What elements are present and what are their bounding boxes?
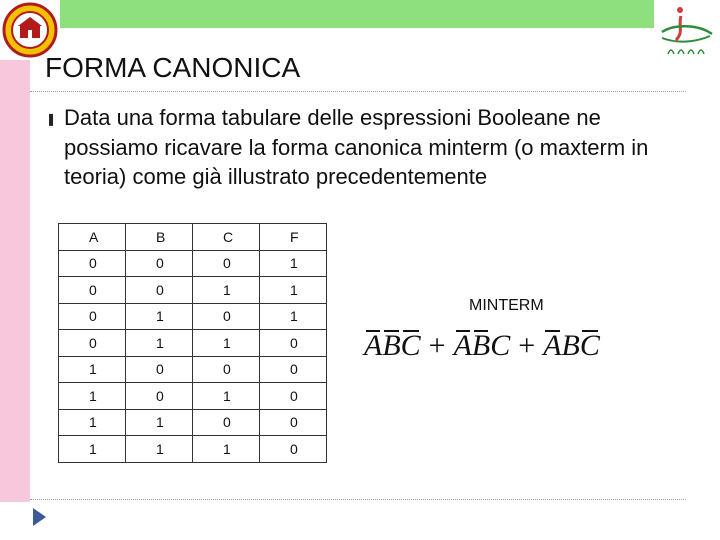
table-cell: 0: [59, 277, 126, 304]
table-row: [59, 277, 327, 304]
table-header-cell: C: [193, 224, 260, 251]
minterm-term: [454, 328, 511, 364]
table-header-cell: B: [126, 224, 193, 251]
table-row: [59, 409, 327, 436]
negated-variable: B: [471, 329, 491, 362]
table-cell: 0: [126, 250, 193, 277]
minterm-label: MINTERM: [469, 297, 544, 314]
university-seal-logo: [2, 2, 58, 58]
plus-operator: +: [428, 329, 446, 362]
table-cell: 1: [126, 330, 193, 357]
negated-variable: C: [400, 329, 421, 362]
table-cell: 1: [260, 303, 327, 330]
table-cell: 0: [260, 356, 327, 383]
top-decorative-bar: [60, 0, 654, 28]
table-cell: 1: [126, 303, 193, 330]
table-cell: 1: [126, 409, 193, 436]
footer-divider: [30, 499, 686, 500]
table-row: [59, 330, 327, 357]
negated-variable: B: [382, 329, 401, 362]
table-cell: 0: [126, 383, 193, 410]
minterm-formula: [364, 328, 600, 364]
table-cell: 0: [126, 277, 193, 304]
table-cell: 1: [193, 436, 260, 463]
table-cell: 1: [59, 356, 126, 383]
title-divider: [30, 91, 686, 92]
table-row: [59, 356, 327, 383]
variable: C: [490, 329, 511, 362]
negated-variable: A: [543, 329, 562, 362]
table-cell: 0: [260, 436, 327, 463]
slide-title: FORMA CANONICA: [45, 52, 301, 83]
negated-variable: C: [579, 329, 600, 362]
table-cell: 1: [260, 250, 327, 277]
bullet-text: Data una forma tabulare delle espressioni Booleane ne possiamo ricavare la forma canonica minterm (o maxterm in teoria) come già illustrato precedentemente: [64, 105, 649, 189]
square-bullet-icon: ❚: [46, 112, 57, 126]
table-header-cell: F: [260, 224, 327, 251]
department-logo: [654, 2, 718, 60]
table-cell: 0: [59, 250, 126, 277]
table-cell: 1: [260, 277, 327, 304]
table-cell: 1: [126, 436, 193, 463]
table-cell: 1: [59, 436, 126, 463]
table-cell: 0: [193, 409, 260, 436]
table-cell: 1: [59, 383, 126, 410]
table-cell: 0: [193, 356, 260, 383]
table-header-row: [59, 224, 327, 251]
table-cell: 0: [59, 330, 126, 357]
table-cell: 1: [193, 383, 260, 410]
table-cell: 1: [59, 409, 126, 436]
table-cell: 0: [260, 383, 327, 410]
minterm-term: [543, 328, 600, 364]
table-row: [59, 383, 327, 410]
table-cell: 0: [193, 303, 260, 330]
negated-variable: A: [364, 329, 383, 362]
play-arrow-icon[interactable]: [33, 508, 46, 526]
left-decorative-band: [0, 60, 30, 502]
table-row: [59, 250, 327, 277]
table-cell: 1: [193, 330, 260, 357]
negated-variable: A: [453, 329, 472, 362]
table-cell: 1: [193, 277, 260, 304]
table-row: [59, 436, 327, 463]
table-cell: 0: [260, 330, 327, 357]
table-cell: 0: [260, 409, 327, 436]
table-row: [59, 303, 327, 330]
variable: B: [561, 329, 580, 362]
table-cell: 0: [126, 356, 193, 383]
table-header-cell: A: [59, 224, 126, 251]
truth-table: [58, 223, 327, 463]
table-cell: 0: [59, 303, 126, 330]
table-cell: 0: [193, 250, 260, 277]
minterm-term: [364, 328, 421, 364]
plus-operator: +: [518, 329, 536, 362]
